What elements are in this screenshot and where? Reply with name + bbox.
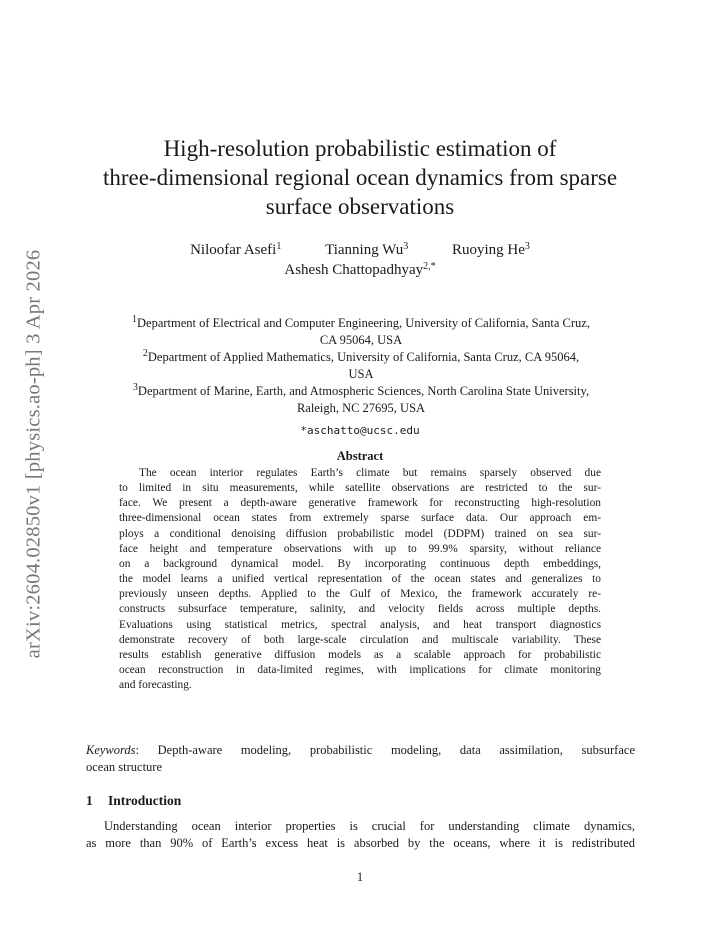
author-affiliation-mark: 3 — [403, 241, 409, 252]
abstract-line: on a background dynamical model. By incorporating continuous depth embeddings, — [119, 557, 601, 570]
paper-title — [60, 134, 660, 221]
body-line: Understanding ocean interior properties is crucial for understanding climate dynamics, — [104, 819, 635, 833]
abstract-heading: Abstract — [336, 449, 384, 463]
section-title: Introduction — [108, 793, 182, 808]
arxiv-identifier: arXiv:2604.02850v1 [physics.ao-ph] 3 Apr 2026 — [22, 249, 45, 659]
affiliation-line — [86, 315, 636, 332]
abstract-line: demonstrate recovery of both large-scale circulation and multiscale variability. These — [119, 633, 601, 646]
author-name: Tianning Wu — [325, 242, 404, 258]
author-row — [60, 260, 660, 280]
affiliation-mark: 3 — [132, 382, 138, 393]
page-number: 1 — [356, 870, 364, 884]
keywords — [86, 742, 635, 776]
abstract-line: the model learns a unified vertical representation of the ocean states and generalizes to — [119, 573, 601, 586]
affiliation-list — [86, 315, 636, 417]
author — [190, 240, 281, 260]
abstract-line: ocean reconstruction in data-limited regimes, with implications for climate monitoring — [119, 664, 601, 677]
affiliation-mark: 1 — [132, 314, 137, 325]
keywords-label: Keywords — [86, 743, 136, 757]
author-list — [60, 240, 660, 280]
author — [325, 240, 408, 260]
abstract-line: face. We present a depth-aware generative framework for reconstructing high-resolution — [119, 497, 601, 510]
keywords-line: ocean structure — [86, 760, 163, 774]
section-number: 1 — [86, 793, 93, 808]
body-line: as more than 90% of Earth’s excess heat is absorbed by the oceans, where it is redistributed — [86, 836, 635, 850]
title-line: High-resolution probabilistic estimation of — [163, 136, 557, 161]
author — [284, 260, 435, 280]
section-heading — [86, 793, 181, 809]
affiliation-line — [86, 349, 636, 366]
author-name: Ashesh Chattopadhyay — [284, 262, 424, 278]
author-affiliation-mark: 2,* — [423, 261, 436, 272]
title-line: surface observations — [265, 194, 455, 219]
affiliation-text: Department of Applied Mathematics, University of California, Santa Cruz, CA 95064, — [147, 350, 580, 364]
author-affiliation-mark: 3 — [524, 241, 530, 252]
abstract-line: and forecasting. — [119, 679, 192, 692]
abstract-line: previously unseen depths. Applied to the Gulf of Mexico, the framework accurately re- — [119, 588, 601, 601]
abstract-line: to limited in situ measurements, while satellite observations are restricted to the sur- — [119, 482, 601, 495]
arxiv-identifier-stamp — [16, 232, 52, 676]
abstract-line: constructs subsurface temperature, salinity, and velocity fields across multiple depths. — [119, 603, 601, 616]
abstract-line: ploys a conditional denoising diffusion probabilistic model (DDPM) trained on sea sur- — [119, 527, 601, 540]
abstract-body — [119, 466, 601, 693]
abstract-line: The ocean interior regulates Earth’s climate but remains sparsely observed due — [139, 467, 601, 479]
author-affiliation-mark: 1 — [276, 241, 282, 252]
abstract-line: face height and temperature observations with up to 99.9% sparsity, without reliance — [119, 542, 601, 555]
affiliation-line: Raleigh, NC 27695, USA — [296, 401, 426, 415]
title-line: three-dimensional regional ocean dynamics from sparse — [102, 165, 618, 190]
corresponding-email: *aschatto@ucsc.edu — [300, 424, 420, 437]
author-name: Niloofar Asefi — [190, 242, 277, 258]
affiliation-mark: 2 — [142, 348, 148, 359]
affiliation-text: Department of Electrical and Computer Engineering, University of California, Santa Cruz, — [137, 316, 590, 330]
author — [452, 240, 530, 260]
abstract-line: results establish generative diffusion models as a scalable approach for probabilistic — [119, 648, 601, 661]
author-name: Ruoying He — [451, 242, 525, 258]
introduction-body — [86, 818, 635, 852]
keywords-line — [86, 742, 635, 759]
abstract-line: Evaluations using statistical metrics, spectral analysis, and heat transport diagnostics — [119, 618, 601, 631]
author-row — [60, 240, 660, 260]
abstract-line: three-dimensional ocean states from extremely sparse surface data. Our approach em- — [119, 512, 601, 525]
affiliation-text: Department of Marine, Earth, and Atmospheric Sciences, North Carolina State University, — [137, 384, 590, 398]
affiliation-line — [86, 383, 636, 400]
affiliation-line: CA 95064, USA — [319, 333, 403, 347]
keywords-text: : Depth-aware modeling, probabilistic modeling, data assimilation, subsurface — [135, 743, 635, 757]
affiliation-line: USA — [348, 367, 374, 381]
